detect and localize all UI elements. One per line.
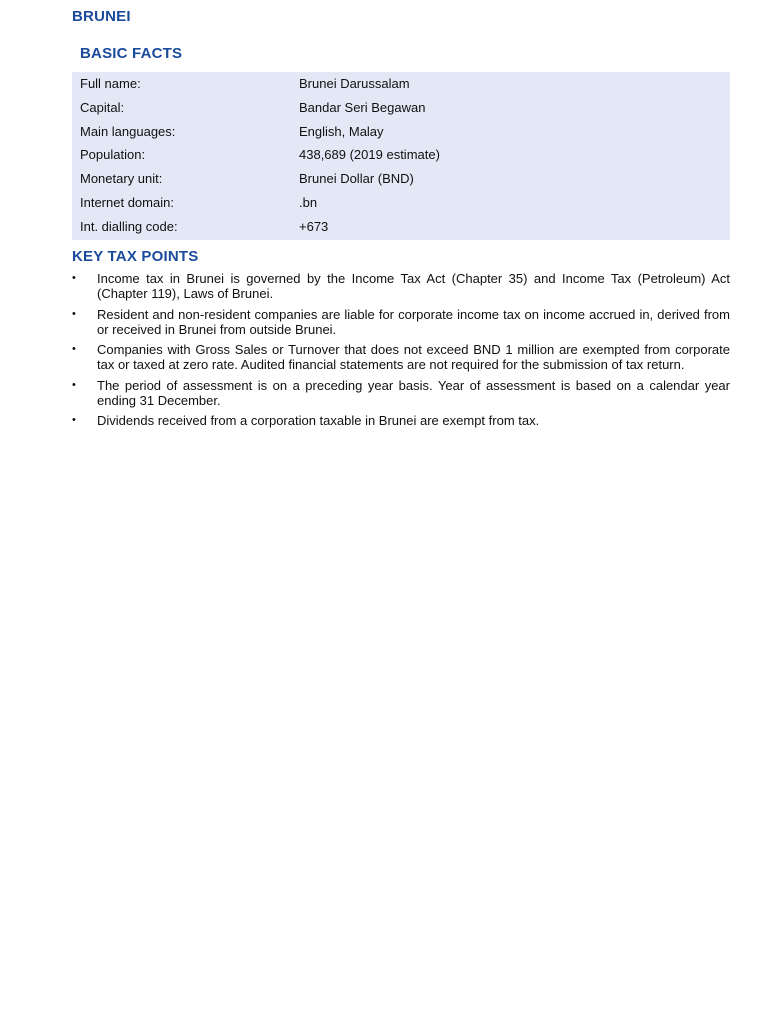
list-item-text: Resident and non-resident companies are liable for corporate income tax on income accrued in, derived from or received in Brunei from outside Brunei.: [97, 306, 730, 337]
fact-row-dialling-code: [72, 215, 730, 239]
fact-value: Bandar Seri Begawan: [299, 99, 426, 115]
fact-value: Brunei Dollar (BND): [299, 171, 414, 187]
bullet-icon: •: [72, 343, 76, 355]
fact-label: Main languages:: [80, 123, 176, 139]
list-item: [72, 271, 730, 301]
bullet-icon: •: [72, 272, 76, 284]
fact-row-capital: [72, 96, 730, 120]
bullet-icon: •: [72, 414, 76, 426]
list-item-text: Dividends received from a corporation taxable in Brunei are exempt from tax.: [97, 413, 540, 428]
fact-label: Capital:: [80, 99, 125, 115]
key-tax-points-heading: KEY TAX POINTS: [72, 248, 199, 265]
list-item-text: The period of assessment is on a preceding year basis. Year of assessment is based on a calendar year ending 31 December.: [97, 377, 730, 408]
fact-value: 438,689 (2019 estimate): [299, 147, 440, 163]
fact-row-population: [72, 143, 730, 167]
page-title: BRUNEI: [72, 8, 131, 25]
fact-row-full-name: [72, 72, 730, 96]
fact-label: Internet domain:: [80, 194, 174, 210]
fact-row-main-languages: [72, 120, 730, 144]
fact-value: +673: [299, 218, 329, 234]
list-item: [72, 378, 730, 408]
fact-row-monetary-unit: [72, 167, 730, 191]
list-item-text: Companies with Gross Sales or Turnover that does not exceed BND 1 million are exempted from corporate tax or taxed at zero rate. Audited financial statements are not required for the submission of tax return.: [97, 342, 730, 372]
list-item: [72, 342, 730, 372]
list-item: [72, 413, 730, 428]
basic-facts-heading: BASIC FACTS: [80, 45, 183, 62]
fact-row-internet-domain: [72, 191, 730, 215]
fact-value: English, Malay: [299, 123, 384, 139]
fact-label: Population:: [80, 147, 146, 163]
fact-label: Full name:: [80, 76, 141, 91]
list-item-text: Income tax in Brunei is governed by the Income Tax Act (Chapter 35) and Income Tax (Petroleum) Act (Chapter 119), Laws of Brunei.: [97, 271, 730, 301]
fact-value: .bn: [299, 194, 318, 210]
key-tax-points-list: [72, 271, 730, 434]
bullet-icon: •: [72, 378, 76, 391]
bullet-icon: •: [72, 307, 76, 320]
basic-facts-table: [72, 72, 730, 240]
fact-value: Brunei Darussalam: [299, 76, 410, 91]
fact-label: Int. dialling code:: [80, 218, 178, 234]
fact-label: Monetary unit:: [80, 171, 163, 187]
list-item: [72, 307, 730, 337]
